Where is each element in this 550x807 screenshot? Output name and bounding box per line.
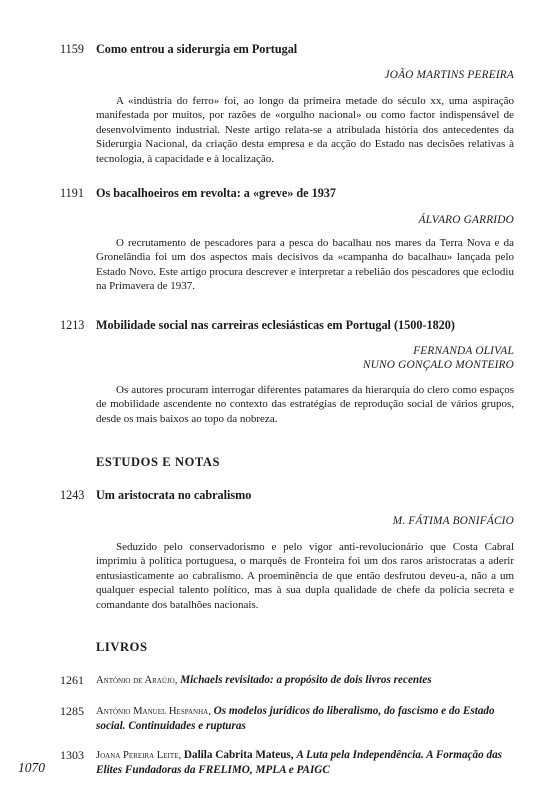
folio-number: 1070 (18, 760, 45, 775)
book-title: Os modelos jurídicos do liberalismo, do fascismo e do Estado social. Continuidades e rupturas (96, 705, 495, 733)
article-author: M. FÁTIMA BONIFÁCIO (392, 515, 514, 527)
article-entry (60, 318, 514, 426)
section-heading: ESTUDOS E NOTAS (96, 455, 221, 469)
article-entry (60, 42, 514, 166)
article-abstract: Seduzido pelo conservadorismo e pelo vigor anti-revolucionário que Costa Cabral imprimiu à política portuguesa, o marquês de Fronteira foi um dos raros aristocratas a aderir entusiasticamente ao cabralismo. A proeminência de que então desfrutou deveu-a, não a um qualquer especial talento político, mas à sua dupla qualidade de chefe da polícia secreta e comandante dos batalhões nacionais. (96, 541, 514, 611)
book-entry (60, 704, 514, 734)
page-number: 1191 (60, 186, 84, 200)
article-abstract: A «indústria do ferro» foi, ao longo da primeira metade do século xx, uma aspiração manifestada por muitos, por razões de «orgulho nacional» ou como factor indispensável de desenvolvimento industrial. Neste artigo relata-se a atribulada história dos antecedentes da Siderurgia Nacional, da criação desta empresa e da acção do Estado nas decisões relativas à tecnologia, à capacidade e à localização. (96, 95, 514, 165)
book-entry (60, 673, 514, 688)
page-number: 1243 (60, 488, 85, 502)
article-abstract: O recrutamento de pescadores para a pesca do bacalhau nos mares da Terra Nova e da Gronelândia foi um dos aspectos mais decisivos da «campanha do bacalhau» lançada pelo Estado Novo. Este artigo procura descrever e interpretar a rebelião dos pescadores que eclodiu na Primavera de 1937. (96, 237, 514, 293)
page-number: 1159 (60, 42, 84, 56)
book-author: António Manuel Hespanha, (96, 706, 211, 717)
book-author: António de Araújo, (96, 675, 178, 686)
page-number: 1285 (60, 704, 84, 718)
book-coauthor: Dalila Cabrita Mateus, (183, 749, 294, 761)
page-number: 1261 (60, 673, 84, 687)
page-number: 1213 (60, 318, 85, 332)
article-author: NUNO GONÇALO MONTEIRO (362, 359, 514, 371)
article-title: Os bacalhoeiros em revolta: a «greve» de 1937 (96, 186, 336, 200)
book-title: A Luta pela Independência. A Formação das Elites Fundadoras da FRELIMO, MPLA e PAIGC (96, 749, 503, 777)
article-abstract: Os autores procuram interrogar diferentes patamares da hierarquia do clero como espaços de mobilidade ascendente no contexto das estratégias de reprodução social de vários grupos, desde os mais baixos ao topo da nobreza. (96, 384, 514, 425)
book-title: Michaels revisitado: a propósito de dois livros recentes (180, 674, 432, 686)
article-author: JOÃO MARTINS PEREIRA (384, 69, 514, 81)
article-entry (60, 186, 514, 294)
study-entry (60, 488, 514, 612)
article-author: ÁLVARO GARRIDO (418, 214, 514, 226)
section-heading: LIVROS (96, 640, 148, 654)
article-title: Como entrou a siderurgia em Portugal (96, 42, 298, 56)
book-entry (60, 748, 514, 778)
article-title: Um aristocrata no cabralismo (96, 488, 252, 502)
page-number: 1303 (60, 748, 84, 762)
article-title: Mobilidade social nas carreiras eclesiásticas em Portugal (1500-1820) (96, 318, 455, 332)
book-author: Joana Pereira Leite, (96, 750, 182, 761)
article-author: FERNANDA OLIVAL (413, 345, 514, 357)
